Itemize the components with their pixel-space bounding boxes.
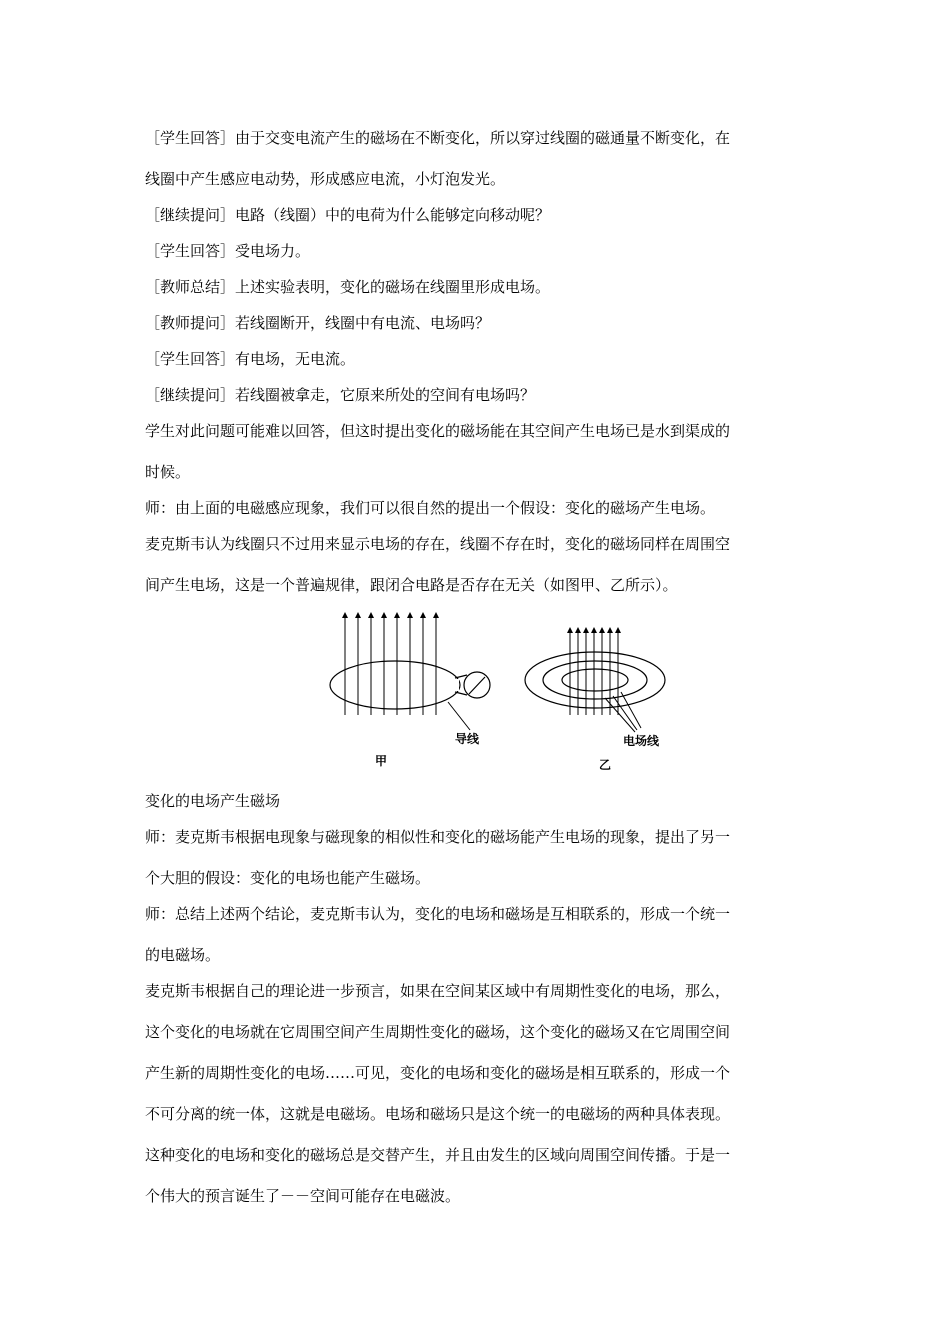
paragraph-line: 这种变化的电场和变化的磁场总是交替产生，并且由发生的区域向周围空间传播。于是一 (145, 1146, 731, 1164)
label-field-line: 电场线 (623, 734, 660, 748)
paragraph-line: 线圈中产生感应电动势，形成感应电流，小灯泡发光。 (145, 170, 506, 188)
figure (185, 500, 675, 772)
paragraph-line: 麦克斯韦认为线圈只不过用来显示电场的存在，线圈不存在时，变化的磁场同样在周围空 (145, 535, 731, 553)
label-wire: 导线 (455, 732, 480, 746)
paragraph-line: 学生对此问题可能难以回答，但这时提出变化的磁场能在其空间产生电场已是水到渠成的 (145, 422, 731, 440)
caption-b: 乙 (599, 758, 612, 772)
paragraph-line: ［学生回答］受电场力。 (145, 242, 311, 260)
paragraph-line: 师：由上面的电磁感应现象，我们可以很自然的提出一个假设：变化的磁场产生电场。 (145, 499, 716, 517)
paragraph-line: 这个变化的电场就在它周围空间产生周期性变化的磁场，这个变化的磁场又在它周围空间 (145, 1023, 731, 1041)
paragraph-line: 个伟大的预言诞生了－－空间可能存在电磁波。 (145, 1187, 461, 1205)
paragraph-line: 师：总结上述两个结论，麦克斯韦认为，变化的电场和磁场是互相联系的，形成一个统一 (145, 905, 731, 923)
field-line-diagram-b (525, 630, 665, 732)
section-heading: 变化的电场产生磁场 (145, 792, 281, 810)
paragraph-line: 的电磁场。 (145, 946, 221, 964)
paragraph-line: ［继续提问］若线圈被拿走，它原来所处的空间有电场吗？ (145, 386, 536, 404)
paragraph-line: 麦克斯韦根据自己的理论进一步预言，如果在空间某区域中有周期性变化的电场，那么， (145, 982, 731, 1000)
coil-diagram-a (330, 615, 490, 730)
paragraph-line: ［教师提问］若线圈断开，线圈中有电流、电场吗？ (145, 314, 491, 332)
caption-a: 甲 (375, 754, 388, 768)
paragraph-line: ［学生回答］由于交变电流产生的磁场在不断变化，所以穿过线圈的磁通量不断变化，在 (145, 129, 731, 147)
field-arrows-b (570, 630, 618, 715)
paragraph-line: ［继续提问］电路（线圈）中的电荷为什么能够定向移动呢？ (145, 206, 551, 224)
figure-diagram (185, 500, 675, 760)
paragraph-line: 时候。 (145, 463, 191, 481)
paragraph-line: ［学生回答］有电场，无电流。 (145, 350, 356, 368)
paragraph-line: 个大胆的假设：变化的电场也能产生磁场。 (145, 869, 431, 887)
paragraph-line: 不可分离的统一体，这就是电磁场。电场和磁场只是这个统一的电磁场的两种具体表现。 (145, 1105, 731, 1123)
paragraph-line: 师：麦克斯韦根据电现象与磁现象的相似性和变化的磁场能产生电场的现象，提出了另一 (145, 828, 731, 846)
paragraph-line: ［教师总结］上述实验表明，变化的磁场在线圈里形成电场。 (145, 278, 551, 296)
paragraph-line: 间产生电场，这是一个普遍规律，跟闭合电路是否存在无关（如图甲、乙所示）。 (145, 576, 678, 594)
paragraph-line: 产生新的周期性变化的电场……可见，变化的电场和变化的磁场是相互联系的，形成一个 (145, 1064, 731, 1082)
